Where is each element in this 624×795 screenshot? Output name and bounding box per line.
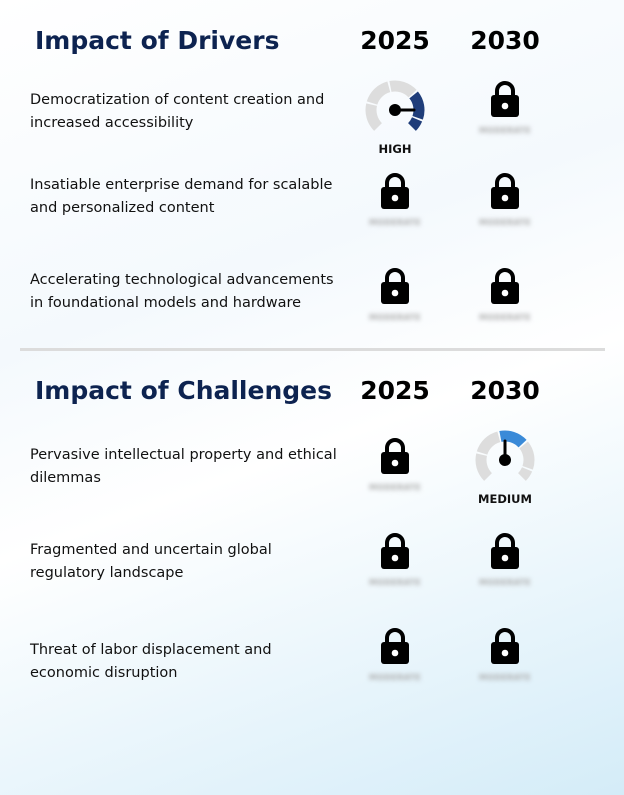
driver-row-3-2030: [450, 267, 560, 343]
challenge-row-1-2025: [340, 437, 450, 513]
driver-row-3-label: Accelerating technological advancements in foundational models and hardware: [30, 272, 334, 311]
lock-icon: [380, 172, 410, 210]
gauge-icon: [475, 430, 535, 490]
gauge-level-label: HIGH: [378, 142, 412, 156]
driver-row-2-2025: [340, 172, 450, 248]
gauge-icon: [365, 80, 425, 140]
challenge-row-2-label: Fragmented and uncertain global regulatory landscape: [30, 542, 272, 581]
locked-rating-text: MODERATE: [479, 126, 531, 135]
locked-rating-text: MODERATE: [369, 483, 421, 492]
locked-rating-text: MODERATE: [479, 218, 531, 227]
challenges-title: Impact of Challenges: [35, 376, 332, 405]
challenges-year-2030: 2030: [470, 376, 540, 405]
driver-row-2-label: Insatiable enterprise demand for scalable and personalized content: [30, 177, 333, 216]
drivers-year-2030: 2030: [470, 26, 540, 55]
lock-icon: [490, 532, 520, 570]
challenge-row-3-2030: [450, 627, 560, 703]
lock-icon: [380, 437, 410, 475]
driver-row-1-2025: [340, 80, 450, 156]
locked-rating-text: MODERATE: [369, 313, 421, 322]
lock-icon: [490, 172, 520, 210]
challenge-row-1-2030: [450, 430, 560, 506]
challenge-row-3-2025: [340, 627, 450, 703]
lock-icon: [490, 80, 520, 118]
lock-icon: [490, 267, 520, 305]
locked-rating-text: MODERATE: [479, 578, 531, 587]
gauge-level-label: MEDIUM: [478, 492, 532, 506]
locked-rating-text: MODERATE: [369, 578, 421, 587]
lock-icon: [380, 532, 410, 570]
locked-rating-text: MODERATE: [479, 673, 531, 682]
challenge-row-2-2030: [450, 532, 560, 608]
challenge-row-2-2025: [340, 532, 450, 608]
lock-icon: [380, 267, 410, 305]
section-divider: [20, 348, 605, 351]
driver-row-3-2025: [340, 267, 450, 343]
driver-row-1-2030: [450, 80, 560, 156]
challenges-year-2025: 2025: [360, 376, 430, 405]
challenge-row-3-label: Threat of labor displacement and economic disruption: [30, 642, 272, 681]
drivers-title: Impact of Drivers: [35, 26, 280, 55]
driver-row-2-2030: [450, 172, 560, 248]
challenge-row-1-label: Pervasive intellectual property and ethical dilemmas: [30, 447, 337, 486]
lock-icon: [490, 627, 520, 665]
lock-icon: [380, 627, 410, 665]
driver-row-1-label: Democratization of content creation and increased accessibility: [30, 92, 325, 131]
locked-rating-text: MODERATE: [369, 673, 421, 682]
locked-rating-text: MODERATE: [369, 218, 421, 227]
drivers-year-2025: 2025: [360, 26, 430, 55]
locked-rating-text: MODERATE: [479, 313, 531, 322]
